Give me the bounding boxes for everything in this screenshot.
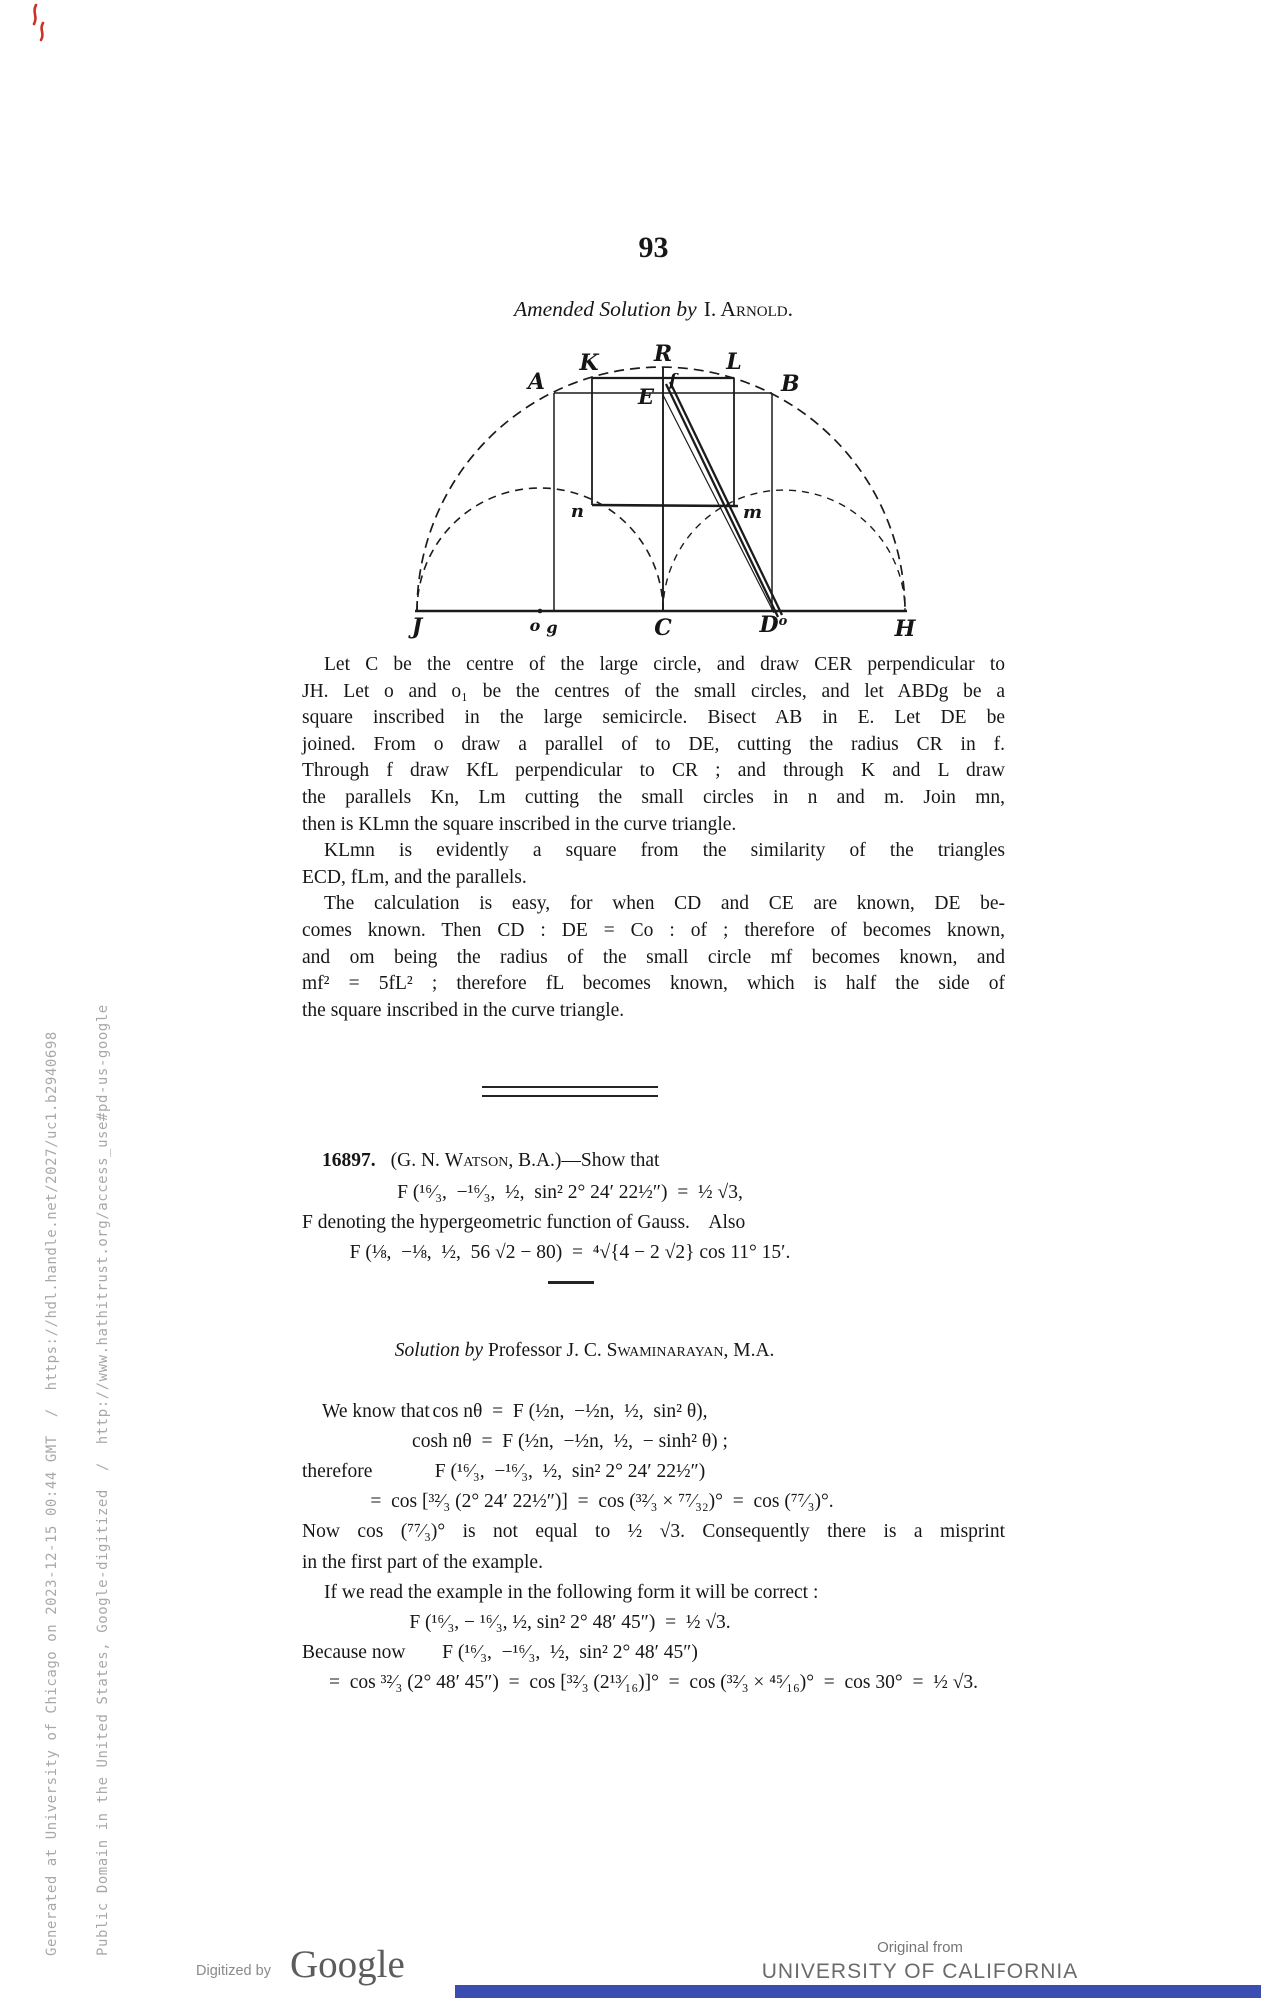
solution-author-pre: Professor J. C. [483, 1340, 607, 1362]
institution-label: UNIVERSITY OF CALIFORNIA [761, 1960, 1079, 1983]
text-line: the square inscribed in the curve triangle. [302, 999, 625, 1021]
text-line: = cos ³²⁄₃ (2° 48′ 45″) = cos [³²⁄₃ (2¹³⁄₁₆)]° = cos (³²⁄₃ × ⁴⁵⁄₁₆)° = cos 30° = ½ √3. [328, 1672, 979, 1694]
text-line: = cos [³²⁄₃ (2° 24′ 22½″)] = cos (³²⁄₃ × ⁷⁷⁄₃₂)° = cos (⁷⁷⁄₃)°. [370, 1491, 834, 1513]
text-line-row [302, 1487, 1005, 1517]
diagram-label-n: n [570, 501, 584, 522]
viewer-progress-bar [455, 1985, 1261, 1998]
text-line-row [302, 1548, 1005, 1578]
text-line-row [302, 865, 1005, 892]
text-line-row [302, 812, 1005, 839]
heading-italic: Amended Solution by [513, 297, 697, 321]
text-line: joined. From o draw a parallel of to DE, cutting the radius CR in f. [302, 733, 1005, 755]
text-line: The calculation is easy, for when CD and CE are known, DE be- [324, 893, 1005, 915]
diagram-label-o: o [529, 616, 541, 635]
text-line-row [302, 705, 1005, 732]
problem-formula-2: F (⅛, −⅛, ½, 56 √2 − 80) = ⁴√{4 − 2 √2} cos 11° 15′. [349, 1242, 791, 1263]
text-line: KLmn is evidently a square from the similarity of the triangles [324, 840, 1005, 862]
problem-statement-lead: , B.A.)—Show that [508, 1150, 660, 1171]
text-line: comes known. Then CD : DE = Co : of ; therefore of becomes known, [302, 919, 1005, 941]
diagram-label-R: R [653, 342, 673, 367]
line-lead-word: therefore [302, 1461, 373, 1483]
text-line: in the first part of the example. [302, 1551, 543, 1573]
problem-formula-1: F (¹⁶⁄₃, −¹⁶⁄₃, ½, sin² 2° 24′ 22½″) = ½ √3, [397, 1182, 743, 1203]
original-from-label: Original from [877, 1939, 963, 1956]
problem-rule [548, 1281, 594, 1284]
square-side-nm [592, 505, 738, 506]
text-line-row [302, 785, 1005, 812]
solution-heading [302, 297, 1005, 322]
watermark-line-2: Public Domain in the United States, Google-digitized / http://www.hathitrust.org/access_use#pd-us-google [95, 1004, 111, 1956]
diagram-label-g: g [546, 618, 558, 637]
text-line-row [302, 652, 1005, 679]
solution-author-post: , M.A. [723, 1340, 775, 1362]
watermark-line-1: Generated at University of Chicago on 2023-12-15 00:44 GMT / https://hdl.handle.net/2027/uc1.b2940698 [44, 1031, 60, 1956]
geometry-figure [388, 342, 928, 642]
line-of-parallel-1 [666, 384, 778, 617]
diagram-label-E: E [637, 384, 654, 409]
text-line-row [302, 732, 1005, 759]
diagram-label-f: f [669, 371, 677, 391]
large-semicircle-arc [417, 367, 905, 611]
solution-2-lines [302, 1397, 1005, 1699]
hathitrust-watermark [10, 998, 146, 1956]
text-line-row [302, 918, 1005, 945]
text-line: and om being the radius of the small circle mf becomes known, and [302, 946, 1005, 968]
text-line: F (¹⁶⁄₃, −¹⁶⁄₃, ½, sin² 2° 48′ 45″) [442, 1642, 698, 1664]
text-line: cos nθ = F (½n, −½n, ½, sin² θ), [432, 1400, 708, 1422]
diagram-label-o: o [778, 614, 788, 629]
text-line: mf² = 5fL² ; therefore fL becomes known, which is half the side of [302, 973, 1005, 995]
small-semicircle-right [663, 490, 905, 611]
solution-by-italic: Solution by [394, 1340, 484, 1362]
text-line: Now cos (⁷⁷⁄₃)° is not equal to ½ √3. Consequently there is a misprint [302, 1521, 1005, 1543]
digitized-by-label: Digitized by [196, 1963, 271, 1979]
text-line-row [302, 1608, 1005, 1638]
text-line: ECD, fLm, and the parallels. [302, 866, 527, 888]
section-divider [482, 1086, 658, 1097]
diagram-label-D: D [759, 612, 779, 638]
arnold-solution-text [302, 652, 1005, 1024]
google-logo: Google [290, 1943, 405, 1986]
text-line: If we read the example in the following form it will be correct : [324, 1581, 819, 1603]
pen-stroke-1 [34, 5, 36, 24]
diagram-label-K: K [579, 350, 599, 376]
text-line-row [302, 1578, 1005, 1608]
diagram-label-J: J [411, 614, 423, 640]
diagram-label-A: A [527, 369, 545, 395]
text-line-row [302, 1517, 1005, 1547]
text-line-row [302, 891, 1005, 918]
text-line: then is KLmn the square inscribed in the curve triangle. [302, 813, 737, 835]
diagram-label-L: L [726, 349, 742, 375]
text-line-row [302, 971, 1005, 998]
diagram-label-C: C [654, 615, 672, 641]
heading-author: I. Arnold. [703, 297, 793, 321]
line-lead-word: We know that [322, 1400, 430, 1422]
problem-heading [302, 1146, 1005, 1176]
text-line: JH. Let o and o₁ be the centres of the small circles, and let ABDg be a [302, 680, 1005, 702]
text-line-row [302, 679, 1005, 706]
problem-text: F denoting the hypergeometric function of Gauss. Also [302, 1212, 746, 1233]
red-pen-marks [27, 3, 53, 43]
problem-number: 16897. [322, 1150, 376, 1171]
diagram-label-B: B [781, 371, 800, 397]
page-number: 93 [638, 231, 669, 264]
text-line: Let C be the centre of the large circle, and draw CER perpendicular to [324, 654, 1005, 675]
text-line-row [302, 1668, 1005, 1698]
pen-stroke-2 [41, 23, 43, 40]
text-line: the parallels Kn, Lm cutting the small circles in n and m. Join mn, [302, 786, 1005, 808]
diagram-label-H: H [894, 616, 916, 642]
text-line-row [302, 1638, 1005, 1668]
text-line-row [302, 758, 1005, 785]
problem-author-pre: (G. N. [390, 1150, 445, 1171]
centre-o-dot [538, 609, 543, 614]
text-line: square inscribed in the large semicircle. Bisect AB in E. Let DE be [302, 707, 1005, 729]
diagram-label-m: m [743, 502, 763, 523]
text-line-row [302, 998, 1005, 1025]
text-line-row [302, 838, 1005, 865]
solution-author: Swaminarayan [606, 1340, 724, 1362]
text-line-row [302, 1457, 1005, 1487]
text-line: cosh nθ = F (½n, −½n, ½, − sinh² θ) ; [412, 1430, 728, 1452]
line-of-parallel-2 [670, 382, 782, 615]
line-lead-word: Because now [302, 1642, 406, 1664]
text-line-row [302, 945, 1005, 972]
text-line-row [302, 1397, 1005, 1427]
figure-strokes [415, 367, 907, 617]
solution-2-heading [302, 1306, 838, 1397]
swaminarayan-solution [302, 1306, 1005, 1699]
text-line-row [302, 1427, 1005, 1457]
text-line: Through f draw KfL perpendicular to CR ; and through K and L draw [302, 760, 1005, 782]
text-line: F (¹⁶⁄₃, −¹⁶⁄₃, ½, sin² 2° 24′ 22½″) [434, 1461, 706, 1483]
problem-author: Watson [444, 1150, 509, 1171]
text-line: F (¹⁶⁄₃, − ¹⁶⁄₃, ½, sin² 2° 48′ 45″) = ½ √3. [409, 1612, 731, 1634]
problem-16897 [302, 1146, 1005, 1269]
